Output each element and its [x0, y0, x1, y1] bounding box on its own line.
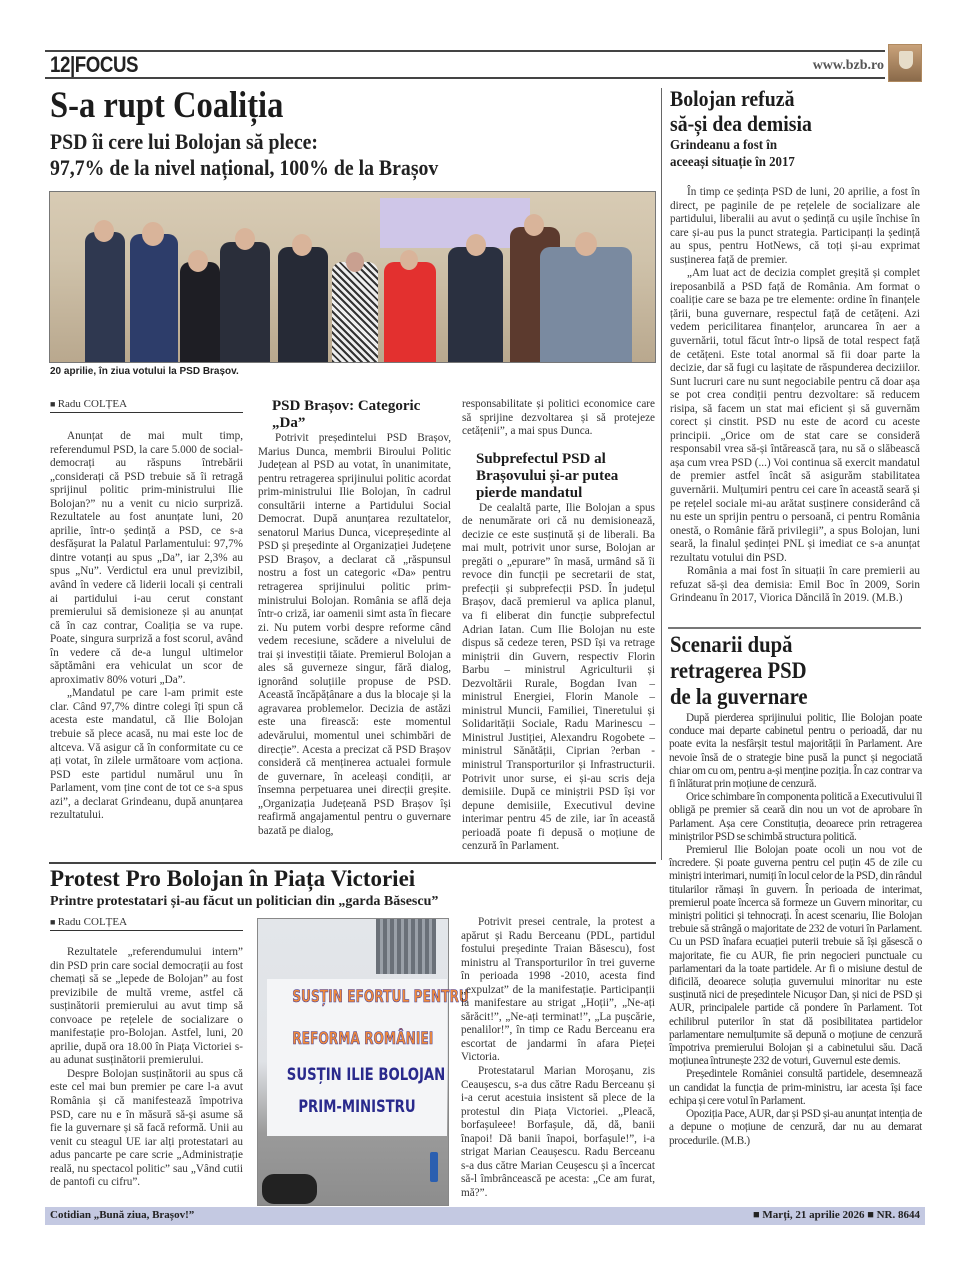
person-head: [188, 250, 208, 272]
side2-headline-2: retragerea PSD: [670, 658, 807, 683]
header-rule: [45, 77, 885, 79]
side-rule: [668, 627, 921, 629]
person: [540, 247, 632, 362]
protest-subtitle: Printre protestatari și-au făcut un politician din „garda Băsescu”: [50, 894, 439, 909]
person-head: [400, 250, 418, 270]
subheading-subprefect: Subprefectul PSD al Brașovului și-ar putea pierde mandatul: [476, 450, 619, 501]
person-head: [466, 234, 486, 256]
person-head: [235, 228, 255, 250]
banner-text: SUSȚIN ILIE BOLOJAN: [286, 1065, 446, 1085]
paragraph: „Am luat act de decizia complet greșită și complet ireposanbilă a PSD față de România. Am format o coaliție care se baza pe tre elemente: ordine în finanțele țării, buna guvernare, respectul față de cetățeni. Azi vedem pericilitarea finanțelor, aruncarea în aer a guvernării, totul făcut într-o lipsă de total respect față de cetățeni. Este total anormal să fii doar parte la decizie, dar să fugi cu lașitate de răspunderea deciziilor. Sunt lucruri care nu sunt negociabile pentru că doar așa se pot crea condiții pentru dezvoltare: să reducem risipa, să facem un stat mai eficient și să guvernăm corect și cinstit. PSD nu este de acord cu aceste principii. „Orice om de stat care se consideră responsabil vrea să-și întărească țara, nu să o slăbească așa cum vrea PSD (...) Voi continua să exercit mandatul de premier astfel încât să asigurăm stabilitatea guvernării. Mulțumiri pentru cei care în această seară și pe rețelel sociale mi-au arătat susținere considerând că nu este un sprijin pentru o persoană, ci pentru România onestă, o Românie fără privilegii”, a spus Bolojan, luni seară, la finalul ședinței PNL și imediat ce s-a anunțat rezultatu votului din PSD.: [670, 267, 920, 564]
paragraph: Potrivit președintelui PSD Brașov, Marius Dunca, membrii Biroului Politic Județean al PSD au votat, în unanimitate, pentru retragerea sprijinului politic acordat prim-ministrului Ilie Bolojan, în cadrul consultării interne a Partidului Social Democrat. După anunțarea rezultatelor, senatorul Marius Dunca, vicepreședinte al PSD și președinte al Organizației Județene PSD Brașov, a declarat că „răspunsul nostru a fost un categoric «Da» pentru retragerea sprijinului politic prim-ministrului Bolojan. România se află deja într-o criză, iar oamenii simt asta în fiecare zi. Nu putem vorbi despre reforme când vedem recesiune, scădere a nivelului de trai și investiții tăiate. Premierul Bolojan a ales să guverneze singur, fără dialog, ignorând soluțiile propuse de PSD. Această încăpățânare a dus la blocaje și la agravarea problemelor. Decizia de astăzi este una firească: este momentul adevărului, momentul unei schimbări de direcție”. Acesta a precizat că PSD Brașov consideră că menținerea actualei formule de guvernare, în aceleași condiții, ar însemna perpetuarea unei direcții greșite. „Organizația Județeană PSD Brașov își reafirmă angajamentul pentru o guvernare bazată pe dialog,: [258, 432, 451, 837]
main-headline: S-a rupt Coaliția: [50, 85, 284, 126]
page-section-label: 12|FOCUS: [50, 52, 139, 77]
protest-column-1: [50, 946, 243, 1190]
paragraph: Potrivit presei centrale, la protest a apărut și Radu Berceanu (PDL, partidul fostului președinte Traian Băsescu), fost ministru al Transporturilor în trei guverne în perioada 1998 -2010, acesta find „expulzat” de la manifestație. Participanții la manifestare au strigat „Hoții”, „Ne-ați sărăcit!”, „Ne-ați terminat!”, „La pușcărie, penalilor!”, în timp ce Radu Berceanu era escortat de jandarmi în afara Pieței Victoria.: [461, 916, 655, 1064]
paragraph: Premierul Ilie Bolojan poate ocoli un nou vot de încredere. Și poate guverna pentru cel puțin 45 de zile cu miniștri interimari, numiți în locul celor de la PSD, din rândul titularilor rămași în guvern. În perioada de interimat, premierul poate încerca să formeze un Guvern minoritar, cu miniștri politici și tehnocrați. În acest scenariu, Ilie Bolojan trebuie să strângă o majoritate de 232 de voturi în Parlament. Cu un PSD înafara ecuației puterii trebuie să își găsescă o majoritate, fie cu AUR, fie prin negocieri punctuale cu parlamentari da la toate partidele. Ar fi o misiune destul de dificilă, deoarece soluția guvernului minoritar nu este susținută nici de președintele Nicușor Dan, și nici de PSD și AUR, principalele partide că pondere în Parlament. Tot echilibrul puterilor în stat dă posibilitatea partidelor parlamentare nemulțumite să depună o moțiune de cenzură împotriva premierului Bolojan și a cabinetului său. Dacă moțiunea întrunește 232 de voturi, Guvernul este demis.: [669, 844, 922, 1068]
page-number: 12: [50, 52, 70, 77]
person-head: [292, 234, 312, 256]
paragraph: Opoziția Pace, AUR, dar și PSD și-au anunțat intenția de a depune o moțiune de cenzură, dar nu au demarat procedurile. (M.B.): [669, 1108, 922, 1147]
paragraph: responsabilitate și politici economice care să sprijine dezvoltarea și să protejeze cetățenii”, a mai spus Dunca.: [462, 398, 655, 438]
person: [384, 262, 436, 362]
footer-publication: Cotidian „Bună ziua, Brașov!”: [50, 1209, 195, 1221]
subheading-psd-brasov: PSD Brașov: Categoric „Da”: [272, 398, 421, 431]
side-article-1: [670, 186, 920, 606]
section-name: FOCUS: [74, 52, 139, 77]
top-rule: [45, 50, 885, 52]
protest-headline: Protest Pro Bolojan în Piața Victoriei: [50, 866, 416, 891]
article-column-1: [50, 430, 243, 823]
backpack: [262, 1174, 317, 1204]
person: [278, 247, 328, 362]
building: [376, 919, 436, 974]
site-url[interactable]: www.bzb.ro: [812, 58, 884, 73]
person-head: [524, 214, 544, 236]
person: [220, 242, 270, 362]
paragraph: Anunțat de mai mult timp, referendumul PSD, la care 5.000 de social-democrați au răspuns întrebării „considerați că PSD trebuie să îi retragă sprijinul politic prim-ministrului Ilie Bolojan?” nu a venit cu nicio surpriză. Rezultatele au fost anunțate luni, 20 aprilie, într-o ședință a PSD, ce s-a desfășurat la Palatul Parlamentului: 97,7% dintre votanți au spus „Da”, iar 2,3% au spus „Nu”. Verdictul era unul previzibil, având în vedere că liderii locali și centrali ai partidului i-au cerut constant premierului să demisioneze și au anunțat că în caz contrar, Coaliția se va rupe. Poate, singura surpriză a fost scorul, având în vedere că de-a lungul ultimelor săptămâni era vehiculat un scor de aproximativ 80% voturi „Da”.: [50, 430, 243, 686]
water-bottle: [430, 1152, 438, 1182]
paragraph: Rezultatele „referendumului intern” din PSD prin care social democrații au fost chemați să se „lepede de Bolojan” au fost previzibile de multă vreme, astfel că susținătorii premierului au avut timp să convoace pe rețelele de socializare o manifestație pro-Bolojan. Astfel, luni, 20 aprilie, după ora 18.00 în Piața Victoriei s-au adunat susținătorii premierului.: [50, 946, 243, 1067]
person-head: [94, 220, 114, 242]
side2-headline-1: Scenarii după: [670, 632, 793, 657]
banner-text: PRIM-MINISTRU: [298, 1097, 416, 1117]
side-subtitle-1: Grindeanu a fost în: [670, 138, 778, 153]
paragraph: Orice schimbare în componenta politică a Executivului îl obligă pe premier să ceară din nou un vot de aprobare în Parlament. Așa cere Constituția, deoarece prin retragerea miniștrilor PSD se schimbă structura politică.: [669, 791, 922, 843]
photo-caption: 20 aprilie, în ziua votului la PSD Brașov.: [50, 366, 239, 377]
side-subtitle-2: aceeași situație în 2017: [670, 155, 795, 170]
paragraph: Despre Bolojan susținătorii au spus că este cel mai bun premier pe care l-a avut România și că manifestează împotriva PSD, care nu e în măsură să-și asume să fie la guvernare și să facă reformă. Unii au venit cu steagul UE iar alți protestatari au adus pancarte pe care scrie „Administrație reală, nu spectacol politic” sau „Vând cutii de pantofi cu cifru”.: [50, 1067, 243, 1189]
side2-headline-3: de la guvernare: [670, 684, 808, 709]
person: [130, 234, 178, 362]
article-column-2: [258, 398, 451, 838]
article-column-3: [462, 398, 655, 854]
paragraph: „Mandatul pe care l-am primit este clar. Când 97,7% dintre colegi îți spun că acesta este mandatul, că Ilie Bolojan trebuie să plece acasă, nu mai este loc de altceva. Vă asigur că în conformitate cu ce ați votat, în zilele următoare vom acționa. PSD este partidul numărul unu în Parlament, vom ține cont de tot ce s-a spus azi”, a declarat Grindeanu, după anunțarea rezultatului.: [50, 687, 243, 822]
side-headline-1: Bolojan refuză: [670, 86, 795, 111]
person: [180, 262, 220, 362]
paragraph: Protestatarul Marian Moroșanu, zis Ceaușescu, s-a dus către Radu Berceanu și i-a cerut acestuia insistent să plece de la protestul din Piața Victoriei. „Pleacă, borfașuleee! Borfașule, dă, dă, banii înapoi! Dă banii înapoi, borfașule!”, i-a strigat Marian Ceaușescu. Radu Berceanu s-a dus către Marian Ceușescu și a încercat să-l îmbrâncească pe acesta: „Ce am furat, mă?”.: [461, 1065, 655, 1199]
side-article-2: [669, 712, 922, 1148]
person: [332, 262, 378, 362]
backdrop-banner: [380, 198, 530, 248]
column-divider: [661, 88, 662, 860]
protest-rule: [49, 862, 656, 864]
newspaper-crest-logo: [888, 44, 922, 82]
paragraph: După pierderea sprijinului politic, Ilie Bolojan poate conduce mai departe cabinetul pentru o perioadă, dar nu poate evita la nesfârșit testul majorității în Parlament. Are nevoie însă de o strategie bine pusă la punct și negociată chiar om cu om, pentru a-și menține poziția. În caz contrar va fi înlăturat prin moțiune de cenzură.: [669, 712, 922, 791]
protest-column-3: [461, 916, 655, 1200]
side-headline-2: să-și dea demisia: [670, 111, 812, 136]
protest-banner: [267, 979, 469, 1136]
protest-photo: [257, 918, 469, 1206]
banner-text: REFORMA ROMÂNIEI: [292, 1029, 434, 1049]
protest-byline: ■ Radu COLȚEA: [50, 916, 243, 931]
group-photo: [49, 191, 656, 363]
person-head: [575, 232, 597, 256]
person: [85, 232, 125, 362]
paragraph: În timp ce ședința PSD de luni, 20 aprilie, a fost în direct, pe paginile de pe rețelele de socializare ale partidului, liberalii au avut o ședință cu ușile închise în care și-au pus la punct strategia. Participanți la ședință au spus, pentru HotNews, că toți și-au exprimat susținerea față de premier.: [670, 186, 920, 266]
person: [448, 247, 503, 362]
main-subtitle-2: 97,7% de la nivel național, 100% de la Brașov: [50, 155, 439, 180]
person-head: [346, 252, 364, 272]
paragraph: România a mai fost în situații în care premierii au refuzat să-și dea demisia: Emil Boc în 2009, Sorin Grindeanu în 2017, Viorica Dăncilă în 2019. (M.B.): [670, 565, 920, 605]
paragraph: Președintele României consultă partidele, desemnează un candidat la funcția de prim-ministru, iar acesta își face echipa și cere votul în Parlament.: [669, 1068, 922, 1107]
banner-text: SUSȚIN EFORTUL PENTRU: [292, 987, 469, 1007]
paragraph: De cealaltă parte, Ilie Bolojan a spus de nenumărate ori că nu demisionează, decizie ce este susținută și de liberali. Ba mai mult, potrivit unor surse, Bolojan ar pregăti o „epurare” în masă, urmând să îi revoce din funcții pe secretarii de stat, prefecții și subprefecții PSD. În județul Brașov, dacă premierul va aplica planul, va fi eliberat din funcție subprefectul Adrian Iatan. Cum Ilie Bolojan nu este dispus să cedeze teren, PSD își va retrage miniștrii din Guvern, respectiv Florin Barbu – ministrul Agriculturii și Dezvoltării Rurale, Bogdan Ivan – ministrul Energiei, Florin Manole – ministrul Muncii, Familiei, Tineretului și Solidarității Sociale, Radu Marinescu – Ministrul Justiției, Alexandru Rogobete – ministrul Sănătății, Ciprian ?erban - ministrul Transporturilor și Infrastructurii. Potrivit unor surse, ei și-au scris deja demisiile. După ce miniștrii PSD își vor depune demisiile, Executivul devine interimar pentru 45 de zile, iar în această perioadă poate fi depusă o moțiune de cenzură în Parlament.: [462, 501, 655, 853]
byline: ■ Radu COLȚEA: [50, 398, 243, 413]
person-head: [142, 222, 164, 246]
footer-date-issue: ■ Marți, 21 aprilie 2026 ■ NR. 8644: [753, 1209, 920, 1221]
main-subtitle-1: PSD îi cere lui Bolojan să plece:: [50, 129, 319, 154]
